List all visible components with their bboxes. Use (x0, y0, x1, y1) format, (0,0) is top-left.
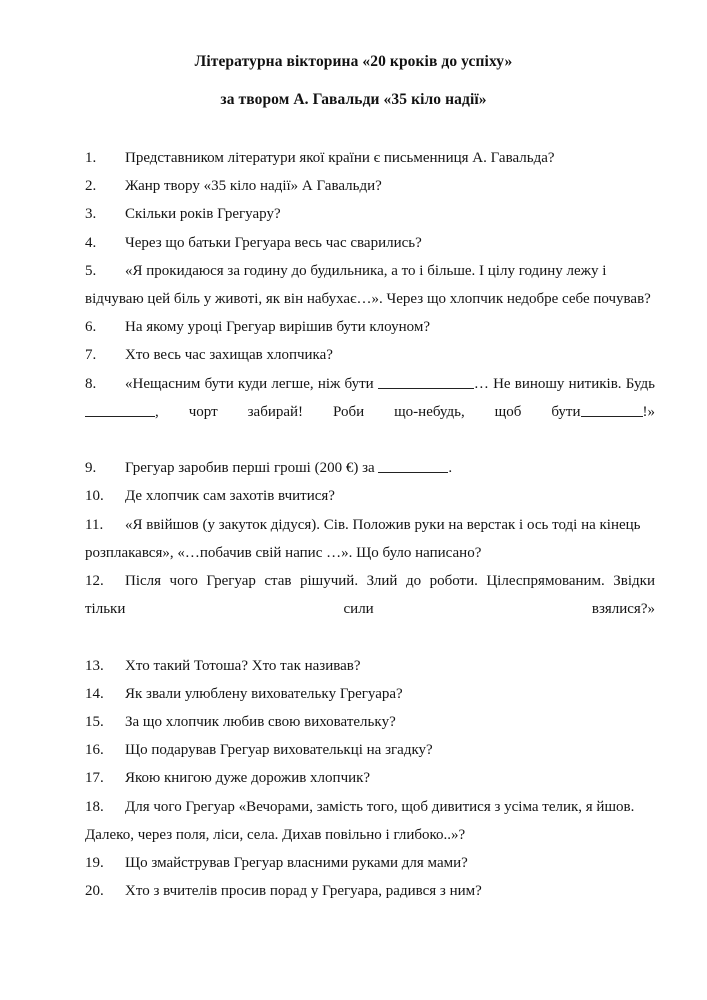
answer-blank[interactable] (581, 402, 643, 417)
question-number: 5. (85, 262, 97, 279)
question-text: «Нещасним бути куди легше, ніж бути (125, 375, 378, 392)
question-text: Де хлопчик сам захотів вчитися? (125, 488, 335, 505)
question-item (85, 200, 655, 228)
question-text: Жанр твору «35 кіло надії» А Гавальди? (125, 178, 382, 195)
question-number: 1. (85, 150, 97, 166)
page-title-line-2: за твором А. Гавальди «35 кіло надії» (220, 91, 487, 108)
question-item (85, 849, 655, 877)
question-number: 4. (85, 234, 97, 251)
question-number: 9. (85, 460, 97, 477)
question-number: 7. (85, 347, 97, 364)
question-item (85, 454, 655, 482)
question-item (85, 764, 655, 792)
question-number: 10. (85, 488, 104, 505)
question-number: 2. (85, 178, 97, 195)
question-item (85, 144, 655, 172)
question-text: Через що батьки Грегуара весь час сварились? (125, 234, 422, 251)
question-item (85, 370, 655, 455)
question-text: На якому уроці Грегуар вирішив бути клоуном? (125, 319, 430, 336)
question-number: 11. (85, 516, 104, 533)
question-text: Хто такий Тотоша? Хто так називав? (125, 657, 361, 674)
question-text: Для чого Грегуар «Вечорами, замість того, щоб дивитися з усіма телик, я йшов. Далеко, через поля, ліси, села. Дихав повільно і глибоко..»? (85, 798, 635, 843)
question-number: 8. (85, 375, 97, 392)
question-item (85, 257, 655, 313)
question-item (85, 313, 655, 341)
question-text: , чорт забирай! Роби що-небудь, щоб бути (155, 403, 581, 420)
question-number: 16. (85, 742, 104, 759)
question-number: 18. (85, 798, 104, 815)
question-text: Як звали улюблену вихователькy Грегуара? (125, 685, 403, 702)
question-item (85, 511, 655, 567)
question-item (85, 482, 655, 510)
question-text: !» (642, 403, 655, 420)
answer-blank[interactable] (378, 374, 474, 389)
question-number: 6. (85, 319, 97, 336)
question-number: 12. (85, 573, 104, 590)
question-text: Що змайстрував Грегуар власними руками для мами? (125, 855, 468, 872)
answer-blank[interactable] (85, 402, 155, 417)
question-text: Якою книгою дуже дорожив хлопчик? (125, 770, 371, 787)
question-item (85, 652, 655, 680)
question-text: Хто з вчителів просив порад у Грегуара, радився з ним? (125, 883, 482, 900)
question-text: Скільки років Грегуару? (125, 206, 281, 223)
question-number: 14. (85, 685, 104, 702)
question-item (85, 736, 655, 764)
question-number: 17. (85, 770, 104, 787)
question-item (85, 708, 655, 736)
answer-blank[interactable] (378, 458, 448, 473)
question-item (85, 172, 655, 200)
question-item (85, 680, 655, 708)
question-number: 15. (85, 714, 104, 731)
question-text: «Я ввійшов (у закуток дідуся). Сів. Положив руки на верстак і ось тоді на кінець розплакався», «…побачив свій напис …». Що було написано? (85, 516, 641, 561)
question-item (85, 229, 655, 257)
question-text: . (448, 460, 453, 477)
question-text: Представником літератури якої країни є письменниця А. Гавальда? (125, 150, 555, 166)
question-item (85, 341, 655, 369)
document-title-block (0, 0, 707, 115)
question-item (85, 877, 655, 905)
question-number: 3. (85, 206, 97, 223)
question-item (85, 567, 655, 652)
question-text: Що подарував Грегуар вихователькці на згадку? (125, 742, 433, 759)
question-list (0, 144, 707, 905)
question-text: Хто весь час захищав хлопчика? (125, 347, 333, 364)
question-text: За що хлопчик любив свою вихователькy? (125, 714, 396, 731)
question-number: 19. (85, 855, 104, 872)
question-item (85, 793, 655, 849)
question-number: 20. (85, 883, 104, 900)
question-text: «Я прокидаюся за годину до будильника, а то і більше. І цілу годину лежу і відчуваю цей біль у животі, як він набухає…». Через що хлопчик недобре себе почував? (85, 262, 651, 308)
page-title-line-1: Літературна вікторина «20 кроків до успіху» (194, 53, 513, 70)
question-text: Грегуар заробив перші гроші (200 €) за (125, 460, 379, 477)
question-number: 13. (85, 657, 104, 674)
question-text: … Не виношу нитиків. Будь (473, 375, 655, 392)
question-text: Після чого Грегуар став рішучий. Злий до роботи. Цілеспрямованим. Звідки тільки сили взялися?» (85, 573, 655, 618)
